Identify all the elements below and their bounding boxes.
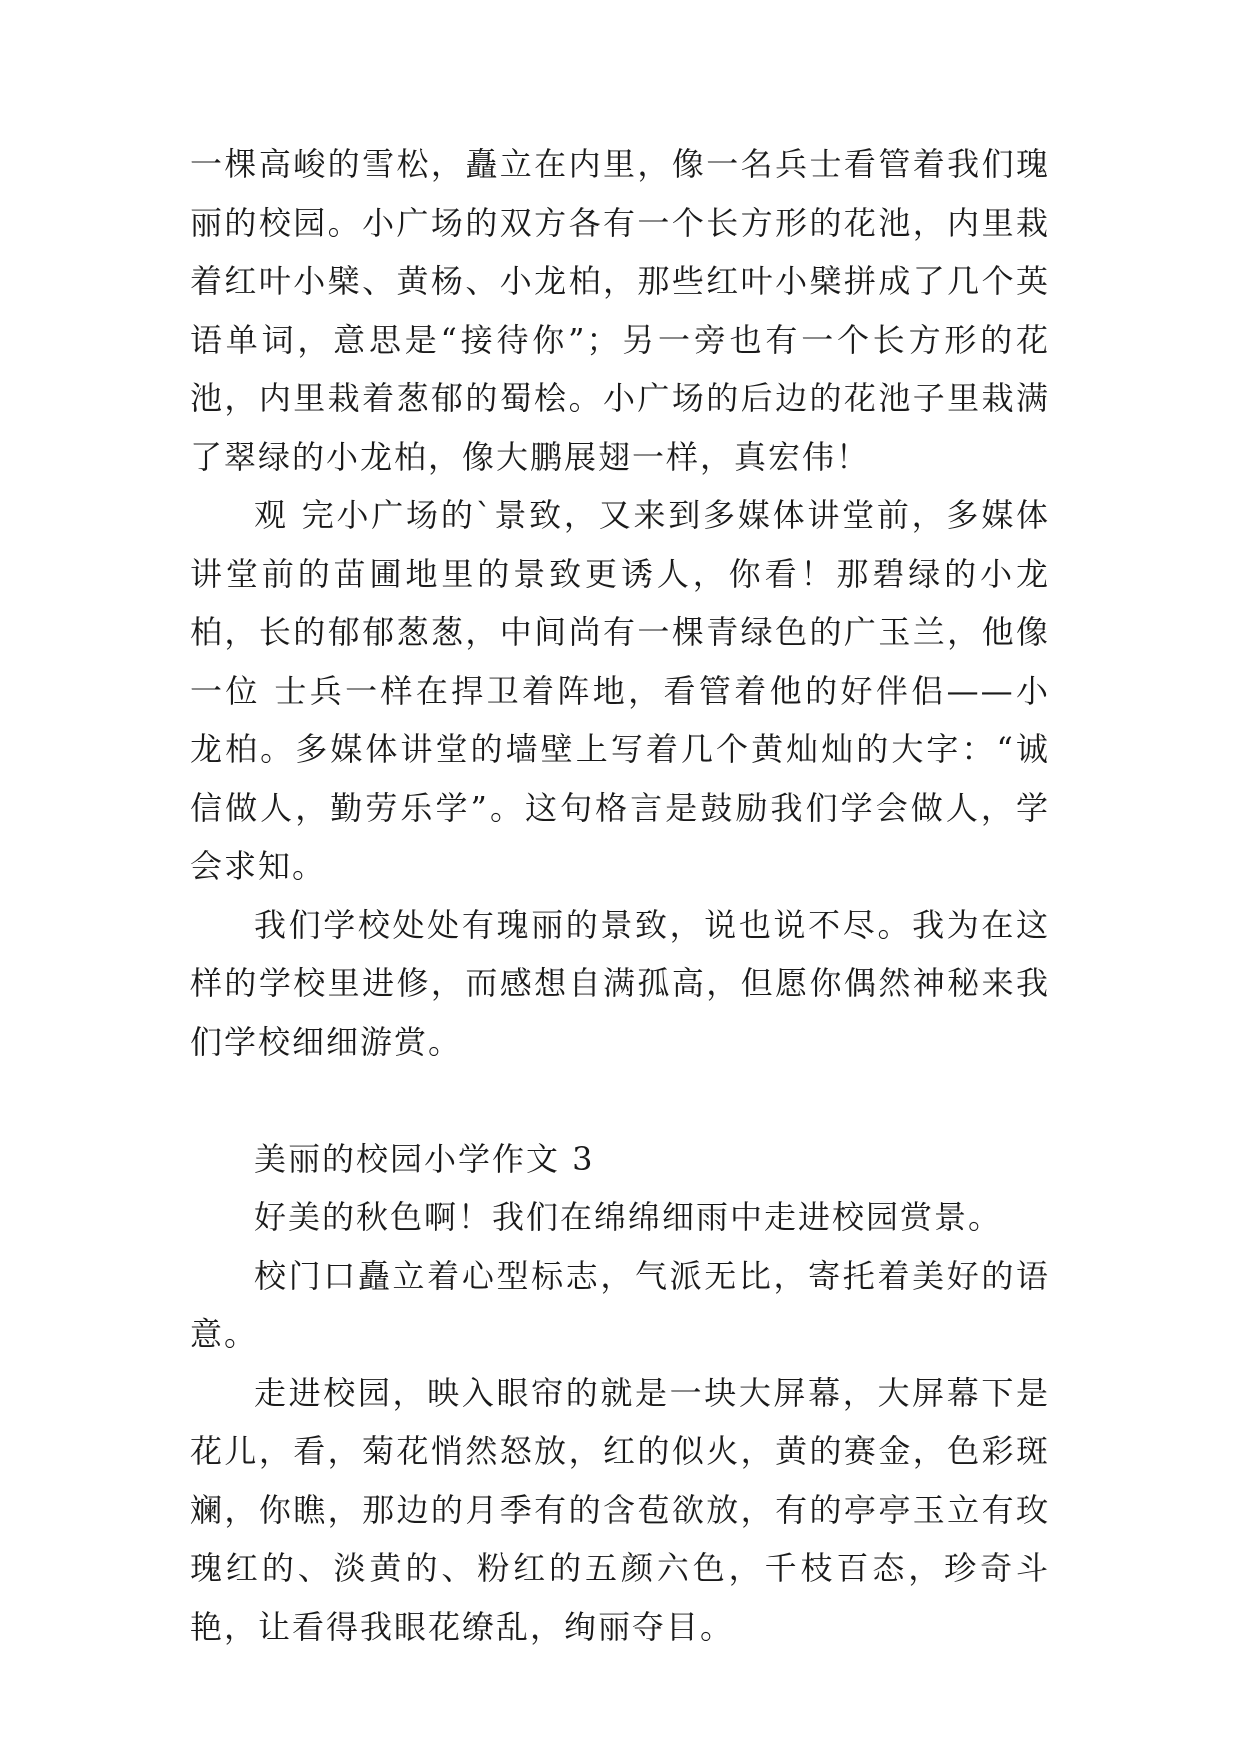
paragraph-2: 观 完小广场的`景致，又来到多媒体讲堂前，多媒体讲堂前的苗圃地里的景致更诱人，你看！那碧绿的小龙柏，长的郁郁葱葱，中间尚有一棵青绿色的广玉兰，他像一位 士兵一样在捍卫着阵地，看管着他的好伴侣——小龙柏。多媒体讲堂的墙壁上写着几个黄灿灿的大字：“诚信做人，勤劳乐学”。这句格言是鼓励我们学会做人，学 会求知。 (190, 496, 1050, 885)
paragraph-4: 好美的秋色啊！我们在绵绵细雨中走进校园赏景。 (254, 1198, 1003, 1236)
paragraph-6: 走进校园，映入眼帘的就是一块大屏幕，大屏幕下是花儿，看，菊花悄然怒放，红的似火，黄的赛金，色彩斑斓，你瞧，那边的月季有的含苞欲放，有的亭亭玉立有玫瑰红的、淡黄的、粉红的五颜六色，千枝百态，珍奇斗艳，让看得我眼花缭乱，绚丽夺目。 (190, 1373, 1050, 1646)
document-body (190, 135, 1050, 1656)
paragraph-3: 我们学校处处有瑰丽的景致，说也说不尽。我为在这样的学校里进修，而感想自满孤高，但愿你偶然神秘来我们学校细细游赏。 (190, 905, 1050, 1061)
section-title: 美丽的校园小学作文 3 (254, 1139, 595, 1178)
paragraph-1: 一棵高峻的雪松，矗立在内里，像一名兵士看管着我们瑰丽的校园。小广场的双方各有一个长方形的花池，内里栽着红叶小檗、黄杨、小龙柏，那些红叶小檗拼成了几个英语单词，意思是“接待你”；另一旁也有一个长方形的花池，内里栽着葱郁的蜀桧。小广场的后边的花池子里栽满了翠绿的小龙柏，像大鹏展翅一样，真宏伟！ (190, 145, 1050, 476)
paragraph-5: 校门口矗立着心型标志，气派无比，寄托着美好的语意。 (190, 1256, 1050, 1353)
